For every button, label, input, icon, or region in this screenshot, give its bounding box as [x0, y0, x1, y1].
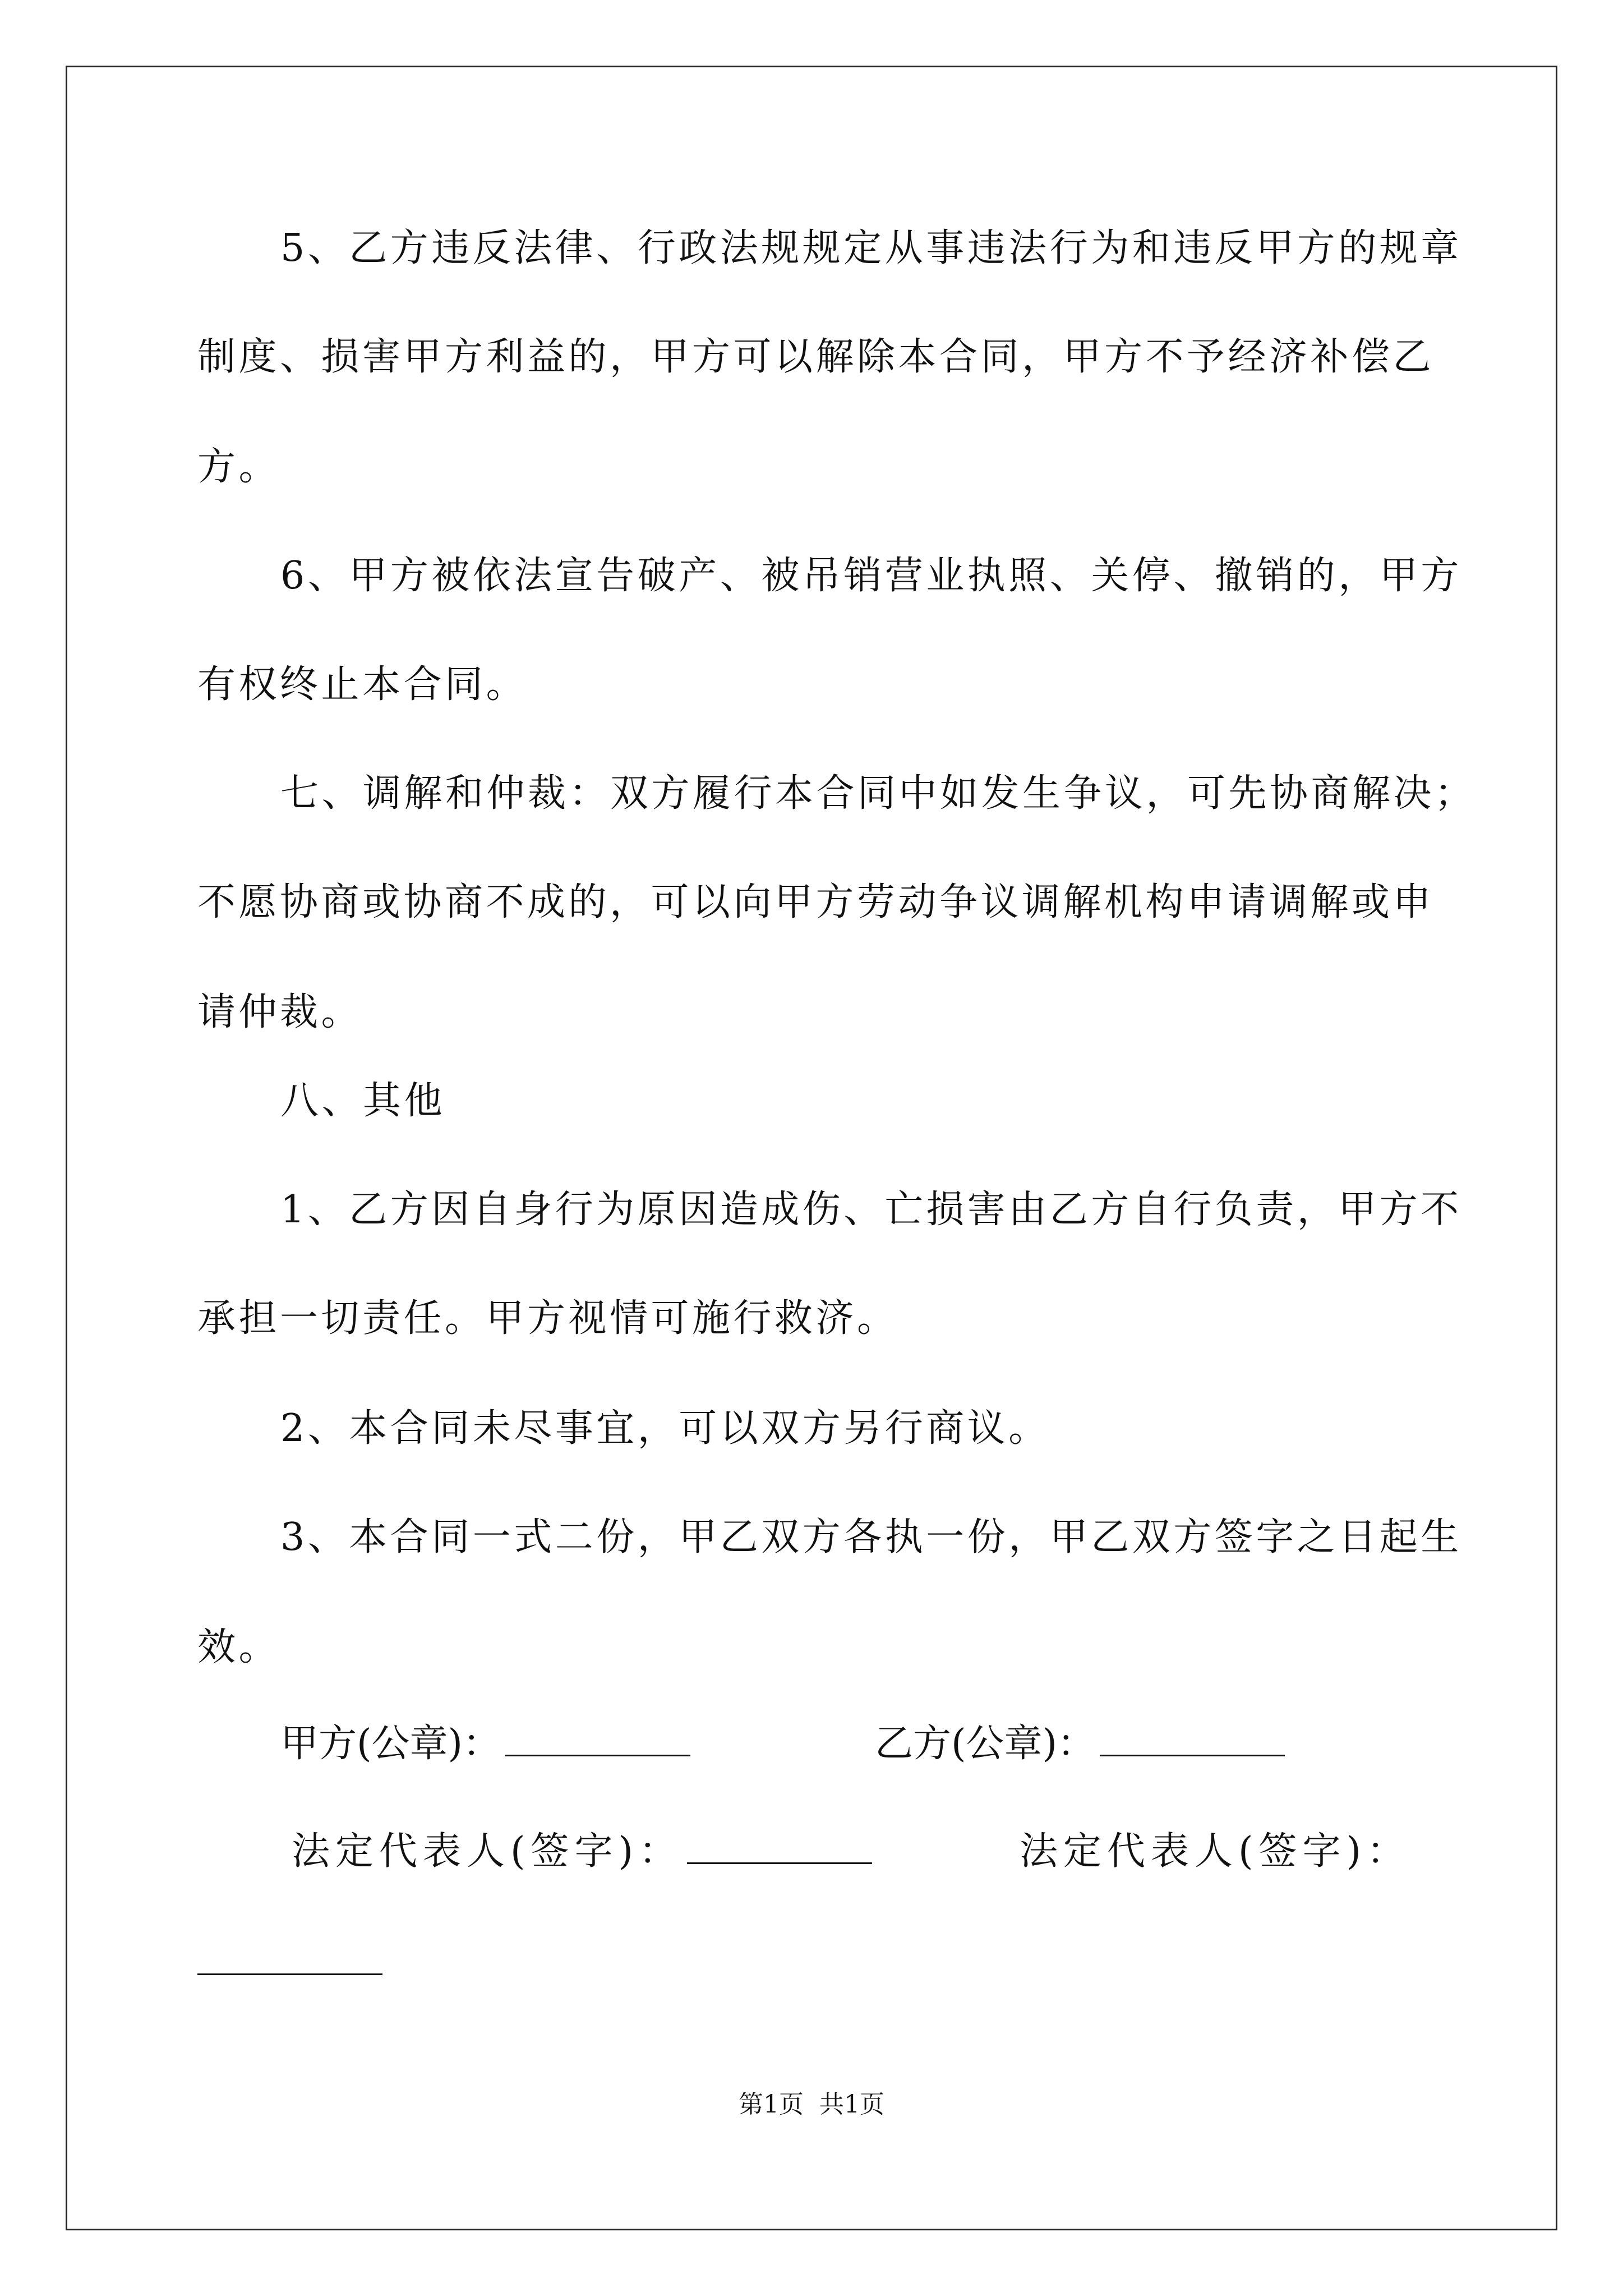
- rep-b-row: [1020, 1826, 1410, 1877]
- clause-6-line-1: 6、甲方被依法宣告破产、被吊销营业执照、关停、撤销的，甲方: [280, 554, 1462, 598]
- clause-5-line-2: 制度、损害甲方利益的，甲方可以解除本合同，甲方不予经济补偿乙: [197, 335, 1435, 379]
- page-footer: [0, 2088, 1623, 2122]
- party-b-seal-blank[interactable]: [1100, 1721, 1285, 1756]
- party-a-seal-blank[interactable]: [505, 1721, 690, 1756]
- rep-a-row: [292, 1826, 872, 1877]
- page-total: 共1页: [819, 2090, 884, 2119]
- rep-a-blank[interactable]: [687, 1829, 872, 1864]
- section-7-line-1: 七、调解和仲裁：双方履行本合同中如发生争议，可先协商解决；: [280, 771, 1476, 816]
- other-clause-1-line-2: 承担一切责任。甲方视情可施行救济。: [197, 1296, 898, 1341]
- rep-a-label: 法定代表人(签字)：: [292, 1829, 683, 1874]
- other-clause-3-line-1: 3、本合同一式二份，甲乙双方各执一份，甲乙双方签字之日起生: [280, 1515, 1462, 1559]
- clause-5-line-1: 5、乙方违反法律、行政法规规定从事违法行为和违反甲方的规章: [280, 226, 1462, 270]
- rep-b-blank[interactable]: [197, 1973, 382, 1975]
- clause-5-line-3: 方。: [197, 445, 280, 489]
- rep-b-label: 法定代表人(签字)：: [1020, 1829, 1411, 1874]
- other-clause-1-line-1: 1、乙方因自身行为原因造成伤、亡损害由乙方自行负责，甲方不: [280, 1188, 1462, 1232]
- party-a-seal-row: [280, 1719, 690, 1769]
- party-a-seal-label: 甲方(公章)：: [280, 1722, 501, 1766]
- other-clause-2: 2、本合同未尽事宜，可以双方另行商议。: [280, 1406, 1050, 1451]
- party-b-seal-label: 乙方(公章)：: [875, 1722, 1096, 1766]
- page-number: 第1页: [739, 2090, 804, 2119]
- section-7-line-3: 请仲裁。: [197, 990, 363, 1034]
- section-8-heading: 八、其他: [280, 1079, 446, 1123]
- section-7-line-2: 不愿协商或协商不成的，可以向甲方劳动争议调解机构申请调解或申: [197, 880, 1435, 924]
- clause-6-line-2: 有权终止本合同。: [197, 662, 528, 707]
- other-clause-3-line-2: 效。: [197, 1625, 280, 1669]
- party-b-seal-row: [875, 1719, 1285, 1769]
- page-border: [66, 66, 1557, 2230]
